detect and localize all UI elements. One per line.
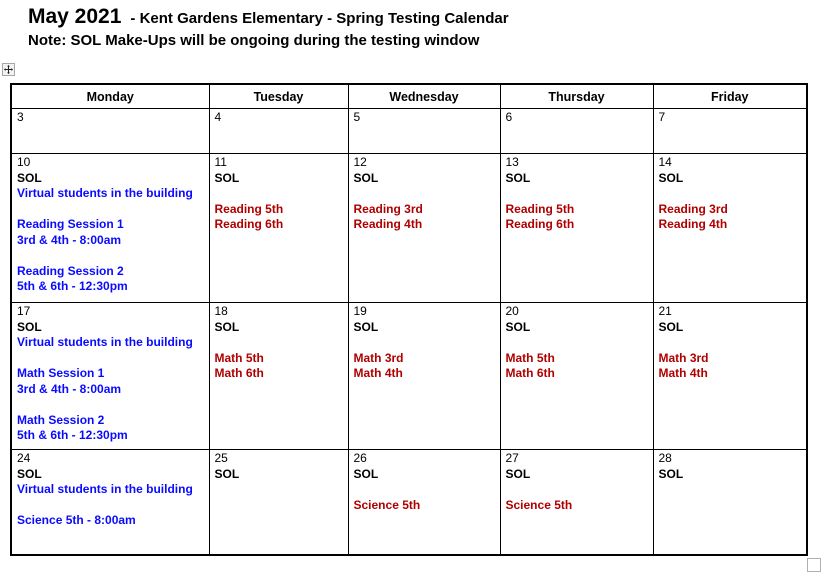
cell-line: SOL	[353, 466, 379, 481]
cell-blank-line	[17, 351, 207, 367]
cell-blank-line	[17, 248, 207, 264]
cell-blank-line	[354, 335, 498, 351]
calendar-cell-19[interactable]	[348, 303, 500, 450]
cell-blank-line	[506, 335, 651, 351]
cell-date: 5	[353, 110, 361, 124]
cell-content	[349, 303, 500, 382]
cell-date: 17	[17, 304, 31, 318]
cell-line: Math 3rd	[353, 350, 404, 365]
calendar-cell-11[interactable]	[209, 154, 348, 303]
cell-content	[501, 450, 653, 513]
day-header-wednesday[interactable]: Wednesday	[348, 84, 500, 109]
cell-line: Reading 4th	[353, 217, 423, 231]
calendar-note: Note: SOL Make-Ups will be ongoing during the testing window	[28, 32, 480, 49]
cell-line: SOL	[17, 466, 42, 481]
cell-blank-line	[354, 186, 498, 202]
calendar-subtitle: - Kent Gardens Elementary - Spring Testing Calendar	[130, 10, 509, 27]
cell-content	[210, 154, 348, 233]
day-header-friday[interactable]: Friday	[653, 84, 807, 109]
cell-content	[12, 154, 209, 295]
day-header-row	[11, 84, 807, 109]
cell-line: Reading Session 2	[17, 263, 124, 278]
cell-date: 28	[658, 451, 672, 465]
cell-line: Math 4th	[353, 366, 403, 380]
calendar-cell-26[interactable]	[348, 450, 500, 555]
cell-blank-line	[659, 186, 805, 202]
cell-line: Reading 6th	[214, 217, 284, 231]
cell-content	[501, 109, 653, 126]
day-header-tuesday[interactable]: Tuesday	[209, 84, 348, 109]
table-resize-handle[interactable]	[807, 558, 821, 572]
cell-blank-line	[659, 335, 805, 351]
calendar-cell-18[interactable]	[209, 303, 348, 450]
cell-line: SOL	[353, 319, 379, 334]
calendar-cell-25[interactable]	[209, 450, 348, 555]
cell-date: 24	[17, 451, 31, 465]
calendar-cell-28[interactable]	[653, 450, 807, 555]
cell-line: Math 4th	[658, 366, 708, 380]
calendar-cell-4[interactable]	[209, 109, 348, 154]
cell-date: 4	[214, 110, 222, 124]
cell-blank-line	[17, 202, 207, 218]
cell-content	[501, 154, 653, 233]
cell-date: 7	[658, 110, 666, 124]
cell-line: Math 6th	[505, 366, 555, 380]
cell-date: 25	[214, 451, 228, 465]
cell-line: Math Session 1	[17, 366, 105, 380]
calendar-week-row-3	[11, 303, 807, 450]
calendar-cell-12[interactable]	[348, 154, 500, 303]
cell-line: Virtual students in the building	[17, 482, 193, 496]
calendar-month-title: May 2021	[28, 5, 122, 28]
cell-content	[501, 303, 653, 382]
cell-line: Virtual students in the building	[17, 335, 193, 349]
cell-content	[654, 303, 807, 382]
cell-line: SOL	[505, 319, 531, 334]
cell-line: Math 3rd	[658, 350, 709, 365]
cell-line: SOL	[214, 466, 240, 481]
cell-line: SOL	[505, 170, 531, 185]
cell-line: SOL	[17, 170, 42, 185]
cell-blank-line	[354, 482, 498, 498]
cell-blank-line	[17, 397, 207, 413]
cell-line: 5th & 6th - 12:30pm	[17, 428, 128, 442]
cell-line: 5th & 6th - 12:30pm	[17, 279, 128, 293]
cell-line: SOL	[214, 319, 240, 334]
calendar-cell-27[interactable]	[500, 450, 653, 555]
calendar-week-row-1	[11, 109, 807, 154]
cell-date: 11	[214, 155, 227, 169]
cell-date: 10	[17, 155, 31, 169]
testing-calendar-table	[10, 83, 808, 556]
cell-date: 27	[505, 451, 519, 465]
cell-blank-line	[17, 498, 207, 514]
cell-line: Math Session 2	[17, 412, 105, 427]
calendar-cell-24[interactable]	[11, 450, 209, 555]
cell-line: SOL	[658, 170, 684, 185]
cell-line: Reading 5th	[505, 201, 575, 216]
calendar-cell-5[interactable]	[348, 109, 500, 154]
cell-date: 21	[658, 304, 672, 318]
cell-content	[654, 154, 807, 233]
calendar-cell-10[interactable]	[11, 154, 209, 303]
calendar-cell-3[interactable]	[11, 109, 209, 154]
cell-line: SOL	[17, 319, 42, 334]
cell-date: 14	[658, 155, 672, 169]
cell-line: SOL	[658, 319, 684, 334]
cell-content	[654, 450, 807, 482]
cell-content	[210, 450, 348, 482]
cell-line: Reading 3rd	[353, 201, 423, 216]
cell-line: Reading 6th	[505, 217, 575, 231]
cell-line: SOL	[658, 466, 684, 481]
cell-line: Math 5th	[505, 350, 555, 365]
calendar-cell-20[interactable]	[500, 303, 653, 450]
cell-line: Reading 4th	[658, 217, 728, 231]
cell-line: Science 5th	[505, 497, 573, 512]
title-line	[28, 5, 509, 29]
cell-line: Math 5th	[214, 350, 264, 365]
cell-content	[12, 450, 209, 529]
calendar-cell-17[interactable]	[11, 303, 209, 450]
cell-content	[12, 109, 209, 126]
cell-line: Virtual students in the building	[17, 186, 193, 200]
cell-line: Science 5th	[353, 497, 421, 512]
cell-blank-line	[215, 186, 346, 202]
cell-line: SOL	[505, 466, 531, 481]
cell-date: 20	[505, 304, 519, 318]
calendar-title-block	[28, 5, 509, 49]
calendar-cell-6[interactable]	[500, 109, 653, 154]
cell-date: 6	[505, 110, 513, 124]
cell-content	[654, 109, 807, 126]
calendar-cell-21[interactable]	[653, 303, 807, 450]
cell-blank-line	[506, 186, 651, 202]
cell-date: 13	[505, 155, 519, 169]
cell-line: Reading 5th	[214, 201, 284, 216]
calendar-cell-13[interactable]	[500, 154, 653, 303]
cell-content	[210, 109, 348, 126]
table-move-handle[interactable]	[2, 63, 15, 76]
cell-content	[349, 109, 500, 126]
cell-content	[349, 450, 500, 513]
day-header-thursday[interactable]: Thursday	[500, 84, 653, 109]
cell-line: SOL	[353, 170, 379, 185]
cell-date: 12	[353, 155, 367, 169]
cell-line: Reading 3rd	[658, 201, 728, 216]
cell-blank-line	[215, 335, 346, 351]
cell-date: 18	[214, 304, 228, 318]
cell-line: SOL	[214, 170, 240, 185]
calendar-cell-7[interactable]	[653, 109, 807, 154]
calendar-week-row-2	[11, 154, 807, 303]
cell-line: 3rd & 4th - 8:00am	[17, 381, 122, 396]
cell-date: 3	[17, 110, 24, 124]
cell-line: Reading Session 1	[17, 217, 124, 231]
cell-line: Science 5th - 8:00am	[17, 513, 136, 527]
cell-content	[12, 303, 209, 444]
calendar-week-row-4	[11, 450, 807, 555]
calendar-cell-14[interactable]	[653, 154, 807, 303]
move-icon	[4, 65, 13, 74]
cell-content	[210, 303, 348, 382]
cell-line: 3rd & 4th - 8:00am	[17, 232, 122, 247]
cell-line: Math 6th	[214, 366, 264, 380]
cell-content	[349, 154, 500, 233]
cell-date: 26	[353, 451, 367, 465]
day-header-monday[interactable]: Monday	[11, 84, 209, 109]
cell-date: 19	[353, 304, 367, 318]
cell-blank-line	[506, 482, 651, 498]
